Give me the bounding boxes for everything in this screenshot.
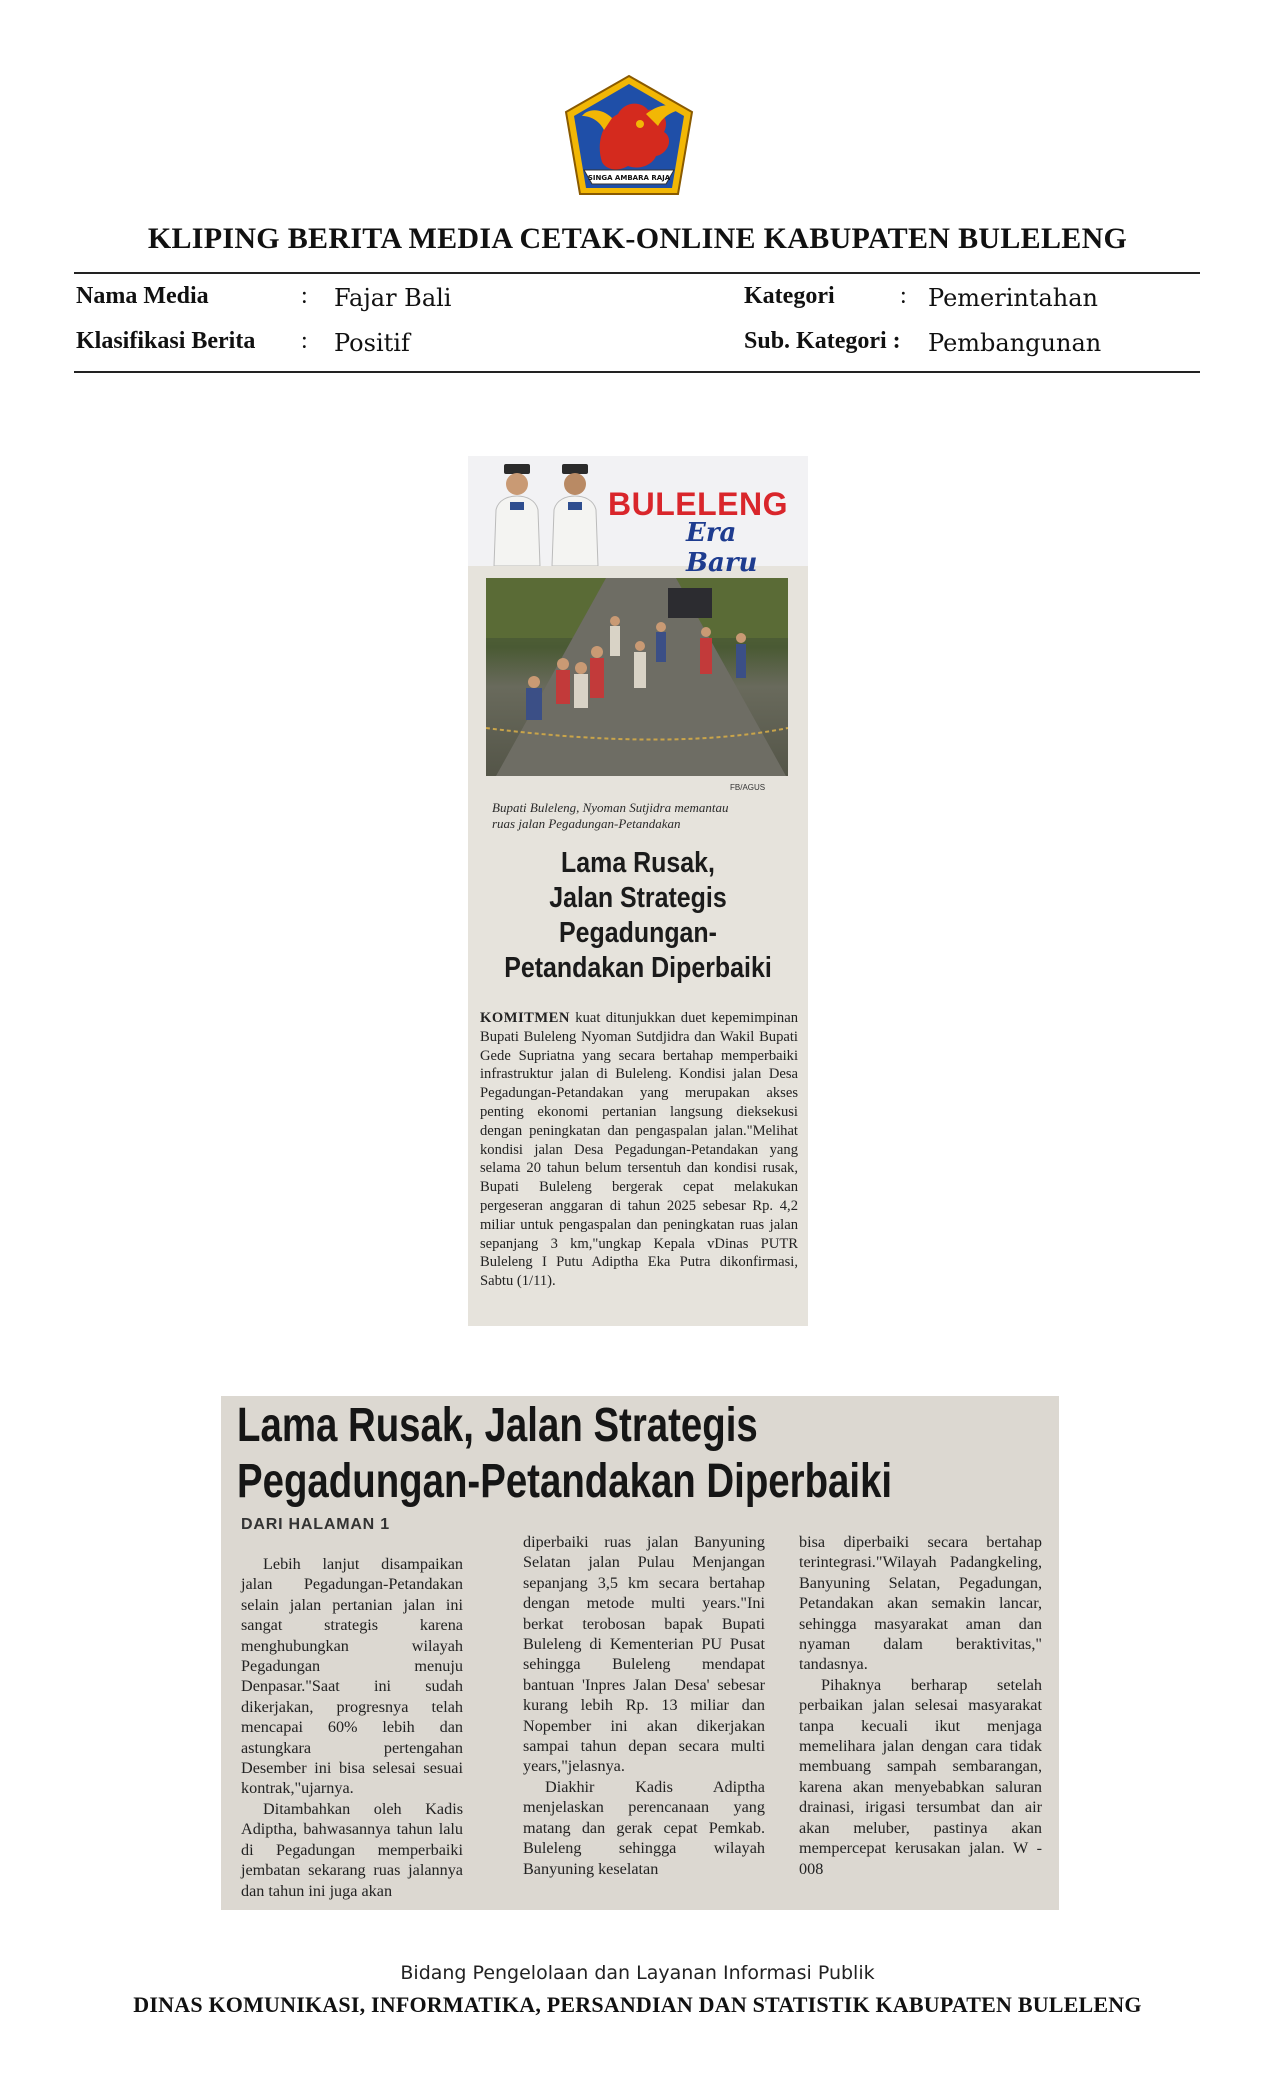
headline-line: Petandakan Diperbaiki (504, 952, 772, 984)
regency-logo (562, 74, 696, 198)
headline-line: Lama Rusak, Jalan Strategis (237, 1399, 758, 1452)
continued-from-label: DARI HALAMAN 1 (241, 1516, 390, 1533)
headline-line: Pegadungan- (559, 917, 717, 949)
sub-kategori-label: Sub. Kategori : (744, 328, 901, 354)
caption-line: ruas jalan Pegadungan-Petandakan (492, 816, 681, 831)
official-portrait-icon (490, 462, 544, 566)
header-divider-top (74, 272, 1200, 274)
article-body-text: kuat ditunjukkan duet kepemimpinan Bupati Buleleng Nyoman Sutdjidra dan Wakil Bupati Gede Supriatna yang secara bertahap memperbaiki infrastruktur jalan di Buleleng. Kondisi jalan Desa Pegadungan-Petandakan yang merupakan akses penting ekonomi pertanian langsung dieksekusi dengan peningkatan dan pengaspalan jalan."Melihat kondisi jalan Desa Pegadungan-Petandakan yang selama 20 tahun belum tersentuh dan kondisi rusak, Bupati Buleleng bergerak cepat melakukan pergeseran anggaran di tahun 2025 sebesar Rp. 4,2 miliar untuk pengaspalan dan peningkatan ruas jalan sepanjang 3 km,"ungkap Kepala vDinas PUTR Buleleng I Putu Adiptha Eka Putra dikonfirmasi, Sabtu (1/11). (480, 1010, 798, 1290)
paragraph: diperbaiki ruas jalan Banyuning Selatan jalan Pulau Menjangan sepanjang 3,5 km secara bertahap dengan metode multi years."Ini berkat terobosan bapak Bupati Buleleng di Kementerian PU Pusat sehingga Buleleng mendapat bantuan 'Inpres Jalan Desa' sebesar kurang lebih Rp. 13 miliar dan Nopember ini akan dikerjakan sampai tahun depan secara multi years,"jelasnya. (523, 1533, 765, 1776)
paragraph: Pihaknya berharap setelah perbaikan jalan selesai masyarakat tanpa kecuali ikut menjaga memelihara jalan dengan cara tidak membuang sampah sembarangan, karena akan menyebabkan saluran drainasi, irigasi tersumbat dan air akan meluber, pastinya akan mempercepat kerusakan jalan. W - 008 (799, 1675, 1042, 1878)
kategori-label: Kategori (744, 283, 835, 309)
paragraph: Ditambahkan oleh Kadis Adiptha, bahwasannya tahun lalu di Pegadungan memperbaiki jembatan sekarang ruas jalannya dan tahun ini juga akan (241, 1799, 463, 1900)
headline-line: Pegadungan-Petandakan Diperbaiki (237, 1455, 893, 1508)
footer-agency: DINAS KOMUNIKASI, INFORMATIKA, PERSANDIAN DAN STATISTIK KABUPATEN BULELENG (133, 1992, 1142, 2017)
news-clipping-continuation (221, 1396, 1059, 1910)
article-body (480, 1009, 798, 1291)
kategori-value: Pemerintahan (928, 284, 1099, 312)
nama-media-label: Nama Media (76, 283, 209, 309)
klasifikasi-label: Klasifikasi Berita (76, 328, 256, 354)
road-inspection-photo-icon (486, 578, 788, 776)
klasifikasi-value: Positif (334, 329, 410, 357)
article-lead-word: KOMITMEN (480, 1010, 570, 1026)
headline-line: Lama Rusak, (561, 847, 715, 879)
photo-caption (492, 800, 792, 832)
paragraph: Diakhir Kadis Adiptha menjelaskan perencanaan yang matang dan gerak cepat Pemkab. Buleleng sehingga wilayah Banyuning keselatan (523, 1777, 765, 1878)
article-column-3 (799, 1532, 1042, 1879)
continuation-headline (237, 1398, 892, 1510)
article-column-2 (523, 1532, 765, 1879)
logo-motto: SINGA AMBARA RAJA (587, 174, 671, 182)
footer-division: Bidang Pengelolaan dan Layanan Informasi Publik (400, 1962, 875, 1984)
official-portrait-icon (548, 462, 602, 566)
paragraph: Lebih lanjut disampaikan jalan Pegadungan-Petandakan selain jalan pertanian jalan ini sangat strategis karena menghubungkan wilayah Pegadungan menuju Denpasar."Saat ini sudah dikerjakan, progresnya telah mencapai 60% lebih dan astungkara pertengahan Desember ini bisa selesai sesuai kontrak,"ujarnya. (241, 1555, 463, 1798)
field-separator: : (900, 283, 907, 309)
page-title: KLIPING BERITA MEDIA CETAK-ONLINE KABUPATEN BULELENG (147, 222, 1128, 255)
news-clipping-front-page (468, 456, 808, 1326)
article-headline (500, 846, 775, 986)
news-photo (486, 578, 788, 776)
field-separator: : (301, 328, 308, 354)
singa-ambara-raja-emblem-icon (562, 74, 696, 198)
section-brand: BULELENG (608, 486, 788, 522)
nama-media-value: Fajar Bali (334, 284, 452, 312)
section-banner (468, 456, 808, 578)
paragraph: bisa diperbaiki secara bertahap terintegrasi."Wilayah Padangkeling, Banyuning Selatan, Pegadungan, Petandakan akan semakin lancar, sehingga masyarakat aman dan nyaman dalam beraktivitas," tandasnya. (799, 1533, 1042, 1674)
header-divider-bottom (74, 371, 1200, 373)
field-separator: : (301, 283, 308, 309)
section-subtitle: Era Baru (686, 518, 758, 578)
sub-kategori-value: Pembangunan (928, 329, 1102, 357)
headline-line: Jalan Strategis (549, 882, 727, 914)
caption-line: Bupati Buleleng, Nyoman Sutjidra memantau (492, 800, 729, 815)
photo-credit: FB/AGUS (730, 783, 766, 792)
article-column-1 (241, 1554, 463, 1901)
